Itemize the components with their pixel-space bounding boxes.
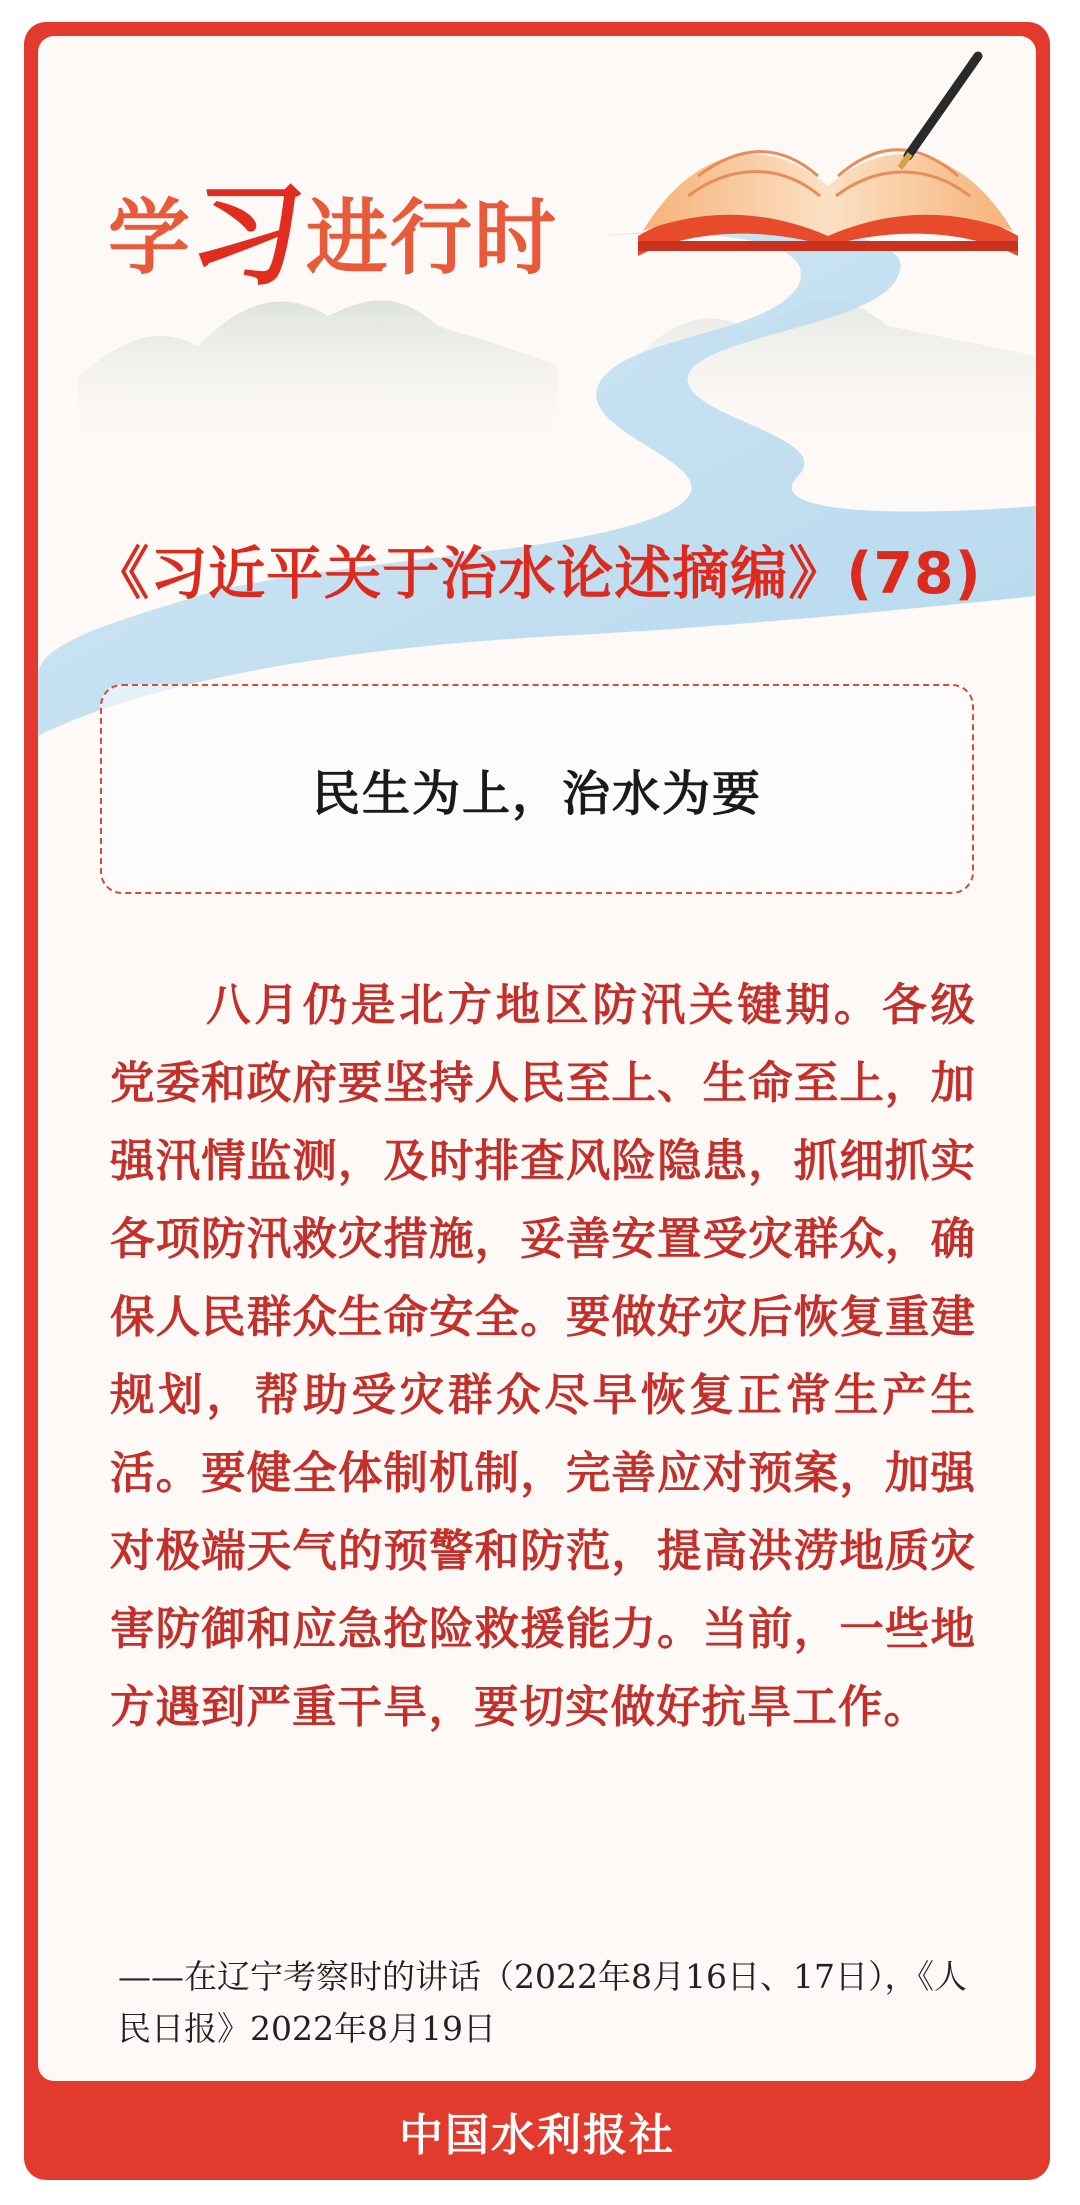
footer-bar [24, 2081, 1050, 2180]
mountain-shape [78, 300, 558, 456]
brand-char: 进 [306, 191, 391, 286]
body-text: 八月仍是北方地区防汛关键期。各级党委和政府要坚持人民至上、生命至上，加强汛情监测，及时排查风险隐患，抓细抓实各项防汛救灾措施，妥善安置受灾群众，确保人民群众生命安全。要做好灾后恢复重建规划，帮助受灾群众尽早恢复正常生产生活。要健全体制机制，完善应对预案，加强对极端天气的预警和防范，提高洪涝地质灾害防御和应急抢险救援能力。当前，一些地方遇到严重干旱，要切实做好抗旱工作。 [110, 979, 976, 1733]
subtitle-box [100, 684, 974, 894]
poster-card [38, 36, 1036, 2081]
subtitle: 民生为上，治水为要 [311, 765, 762, 822]
source-citation: ——在辽宁考察时的讲话（2022年8月16日、17日），《人民日报》2022年8月19日 [118, 1957, 967, 2048]
poster-frame [24, 22, 1050, 2180]
open-book-with-pen-icon [638, 56, 1018, 256]
page-title: 《习近平关于治水论述摘编》(78) [92, 541, 982, 607]
brand-char: 行 [390, 191, 475, 286]
brand-char: 习 [184, 171, 312, 301]
brand-char: 学 [108, 191, 193, 286]
brand-char: 时 [474, 191, 559, 286]
publisher-name: 中国水利报社 [399, 2109, 675, 2161]
brand-logo [108, 146, 558, 307]
